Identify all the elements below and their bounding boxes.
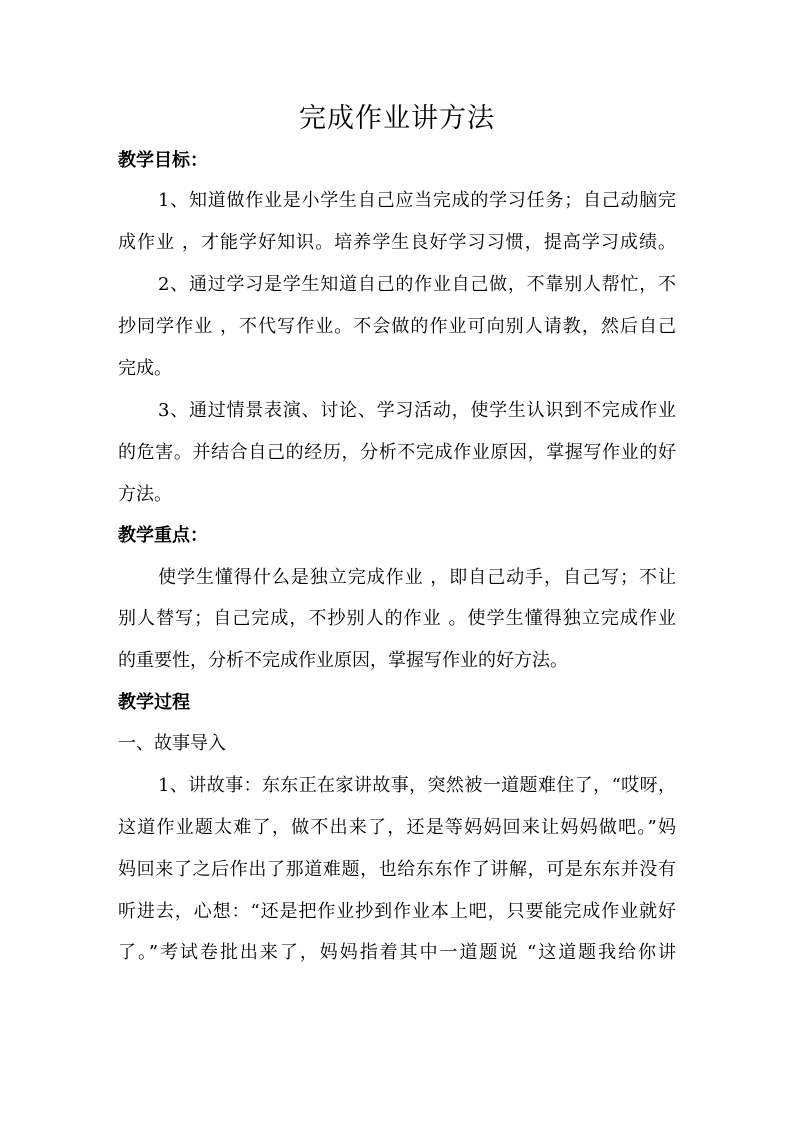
paragraph-line: 成作业 ，才能学好知识。培养学生良好学习习惯，提高学习成绩。 <box>118 232 676 253</box>
paragraph-line: 别人替写；自己完成，不抄别人的作业 。使学生懂得独立完成作业 <box>118 608 676 629</box>
paragraph-line: 的危害。并结合自己的经历，分析不完成作业原因，掌握写作业的好 <box>118 442 676 463</box>
paragraph-line: 抄同学作业 ，不代写作业。不会做的作业可向别人请教，然后自己 <box>118 316 676 337</box>
paragraph-line: 方法。 <box>118 484 172 505</box>
document-title: 完成作业讲方法 <box>299 103 495 134</box>
section-heading-key-points: 教学重点： <box>118 525 208 546</box>
paragraph-line: 的重要性，分析不完成作业原因，掌握写作业的好方法。 <box>118 650 568 671</box>
paragraph-line: 完成。 <box>118 358 172 379</box>
paragraph-line: 3、通过情景表演、讨论、学习活动，使学生认识到不完成作业 <box>158 400 676 421</box>
subsection-heading: 一、故事导入 <box>118 733 226 754</box>
section-heading-objectives: 教学目标： <box>118 150 208 171</box>
section-heading-process: 教学过程 <box>118 692 190 713</box>
paragraph-line: 这道作业题太难了，做不出来了，还是等妈妈回来让妈妈做吧。”妈 <box>118 817 676 838</box>
paragraph-line: 使学生懂得什么是独立完成作业 ，即自己动手，自己写；不让 <box>158 567 676 588</box>
paragraph-line: 听进去，心想：“还是把作业抄到作业本上吧，只要能完成作业就好 <box>118 901 676 922</box>
paragraph-line: 2、通过学习是学生知道自己的作业自己做，不靠别人帮忙，不 <box>158 274 676 295</box>
paragraph-line: 了。”考试卷批出来了，妈妈指着其中一道题说 “这道题我给你讲 <box>118 942 676 963</box>
paragraph-line: 1、讲故事：东东正在家讲故事，突然被一道题难住了，“哎呀， <box>158 775 676 796</box>
paragraph-line: 1、知道做作业是小学生自己应当完成的学习任务；自己动脑完 <box>158 190 676 211</box>
paragraph-line: 妈回来了之后作出了那道难题，也给东东作了讲解，可是东东并没有 <box>118 859 676 880</box>
